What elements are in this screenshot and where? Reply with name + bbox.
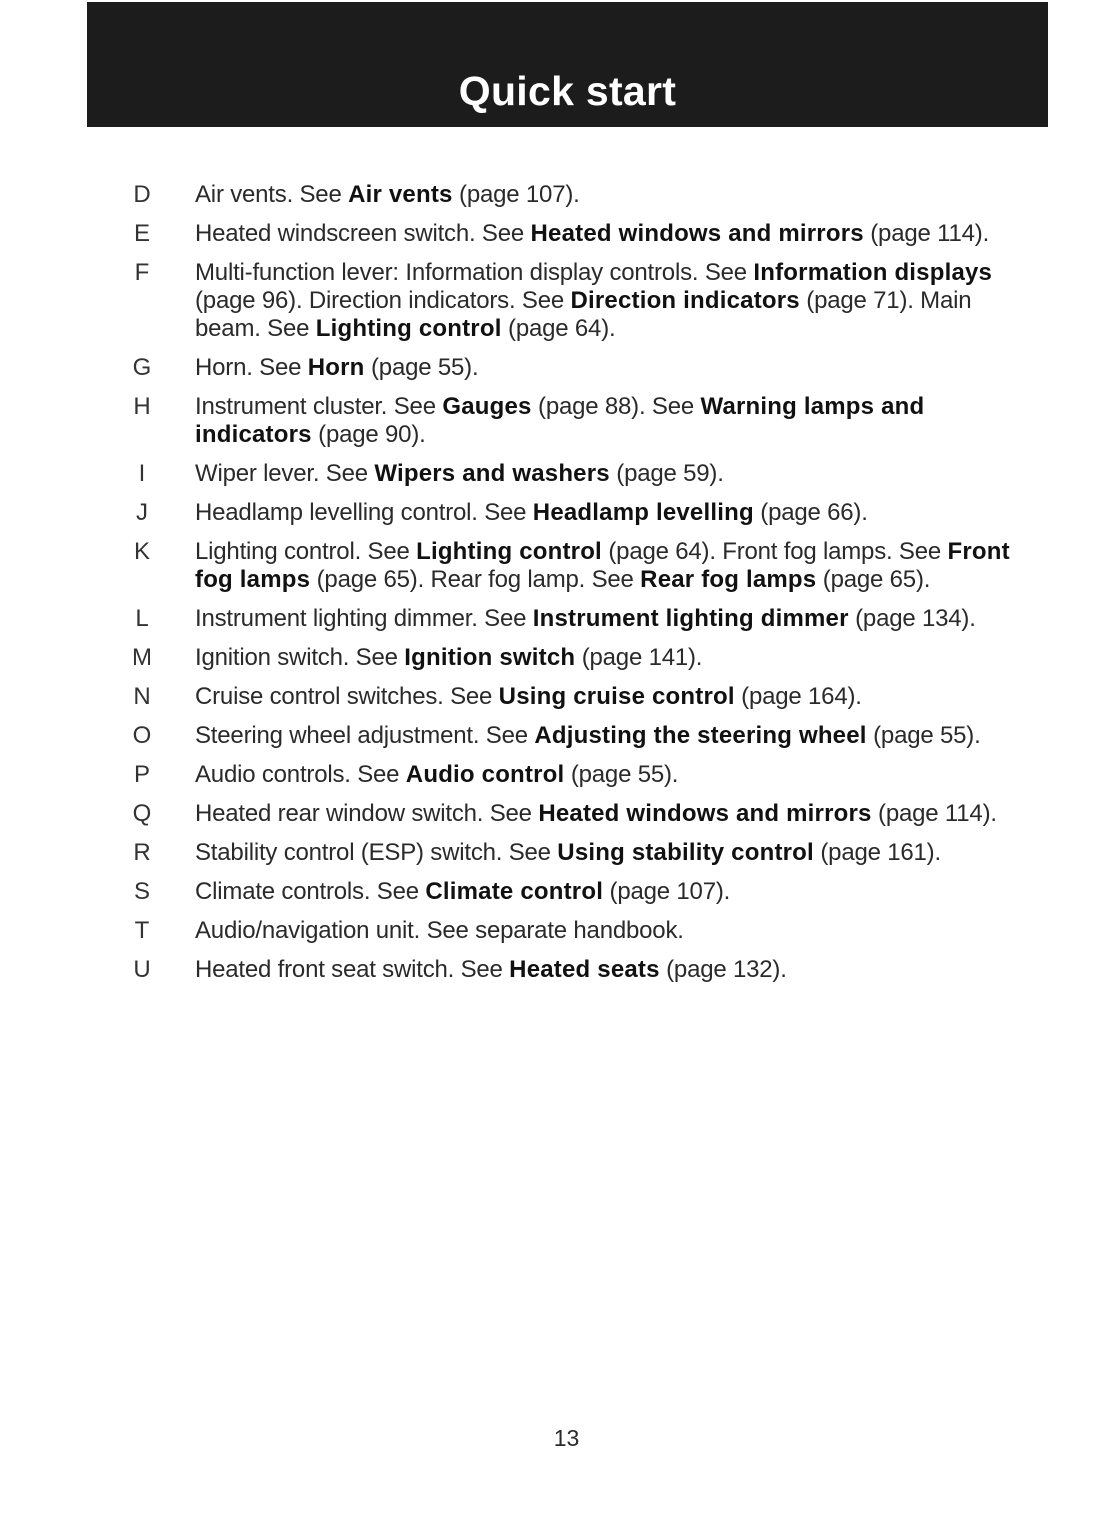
entry-text-fragment: (page 107). (452, 181, 580, 208)
entry-text-fragment: Stability control (ESP) switch. See (195, 839, 558, 866)
list-item (0, 354, 1103, 382)
cross-reference-link[interactable]: Lighting control (315, 315, 502, 342)
entry-text-fragment: Audio/navigation unit. See separate handbook. (195, 917, 684, 944)
entry-text-fragment: (page 114). (871, 800, 997, 827)
entry-text-fragment: (page 90). (311, 421, 426, 448)
entry-letter: G (132, 354, 152, 381)
entry-text (195, 644, 1037, 672)
cross-reference-link[interactable]: Rear fog lamps (640, 566, 817, 593)
page-title: Quick start (458, 68, 677, 114)
entry-text-fragment: Headlamp levelling control. See (195, 499, 533, 526)
entry-text-fragment: (page 161). (813, 839, 941, 866)
cross-reference-link[interactable]: Heated seats (509, 956, 660, 983)
cross-reference-link[interactable]: Using stability control (557, 839, 814, 866)
entry-letter: U (133, 956, 151, 983)
cross-reference-link[interactable]: Horn (307, 354, 365, 381)
entry-text (195, 499, 1037, 527)
entry-text (195, 917, 1037, 945)
entry-list (0, 181, 1103, 995)
entry-text-fragment: Wiper lever. See (195, 460, 375, 487)
entry-text (195, 259, 1037, 343)
cross-reference-link[interactable]: Wipers and washers (374, 460, 610, 487)
list-item (0, 878, 1103, 906)
cross-reference-link[interactable]: Using cruise control (498, 683, 735, 710)
entry-text (195, 181, 1037, 209)
entry-text-fragment: Heated front seat switch. See (195, 956, 510, 983)
list-item (0, 761, 1103, 789)
entry-letter: O (132, 722, 152, 749)
cross-reference-link[interactable]: Headlamp levelling (532, 499, 754, 526)
entry-text-fragment: (page 71). Main beam. See (195, 287, 972, 342)
entry-letter: J (136, 499, 148, 526)
entry-text-fragment: Instrument cluster. See (195, 393, 443, 420)
cross-reference-link[interactable]: Instrument lighting dimmer (532, 605, 849, 632)
cross-reference-link[interactable]: Direction indicators (570, 287, 800, 314)
entry-text-fragment: Heated windscreen switch. See (195, 220, 531, 247)
list-item (0, 460, 1103, 488)
entry-text-fragment: Steering wheel adjustment. See (195, 722, 535, 749)
entry-text (195, 683, 1037, 711)
cross-reference-link[interactable]: Front fog lamps (195, 538, 1010, 593)
entry-letter: D (133, 181, 151, 208)
entry-text-fragment: Instrument lighting dimmer. See (195, 605, 533, 632)
list-item (0, 800, 1103, 828)
entry-letter: I (138, 460, 146, 487)
cross-reference-link[interactable]: Adjusting the steering wheel (534, 722, 867, 749)
entry-text-fragment: Heated rear window switch. See (195, 800, 539, 827)
list-item (0, 722, 1103, 750)
entry-text-fragment: (page 114). (863, 220, 990, 247)
entry-text (195, 839, 1037, 867)
entry-text-fragment: (page 164). (734, 683, 862, 710)
entry-letter: K (133, 538, 150, 565)
entry-text-fragment: (page 55). (564, 761, 679, 788)
list-item (0, 220, 1103, 248)
entry-text-fragment: (page 55). (866, 722, 981, 749)
entry-text-fragment: (page 107). (603, 878, 731, 905)
entry-text-fragment: Lighting control. See (195, 538, 417, 565)
entry-text-fragment: (page 55). (364, 354, 479, 381)
entry-text (195, 761, 1037, 789)
cross-reference-link[interactable]: Gauges (442, 393, 532, 420)
cross-reference-link[interactable]: Ignition switch (404, 644, 576, 671)
list-item (0, 181, 1103, 209)
entry-text-fragment: (page 65). (816, 566, 931, 593)
entry-text-fragment: (page 59). (609, 460, 724, 487)
cross-reference-link[interactable]: Climate control (425, 878, 604, 905)
entry-text-fragment: (page 132). (659, 956, 787, 983)
entry-text (195, 220, 1037, 248)
entry-text-fragment: Horn. See (195, 354, 308, 381)
entry-text (195, 354, 1037, 382)
list-item (0, 605, 1103, 633)
entry-text-fragment: (page 65). Rear fog lamp. See (310, 566, 641, 593)
list-item (0, 917, 1103, 945)
entry-letter: H (133, 393, 151, 420)
entry-text (195, 722, 1037, 750)
entry-text (195, 878, 1037, 906)
header-bar (87, 2, 1048, 127)
entry-text (195, 605, 1037, 633)
entry-text (195, 956, 1037, 984)
entry-letter: F (134, 259, 150, 286)
list-item (0, 499, 1103, 527)
entry-text-fragment: (page 66). (753, 499, 868, 526)
entry-letter: P (133, 761, 150, 788)
entry-text-fragment: (page 141). (575, 644, 703, 671)
entry-text-fragment: Cruise control switches. See (195, 683, 499, 710)
list-item (0, 393, 1103, 449)
entry-text-fragment: Air vents. See (195, 181, 349, 208)
entry-letter: T (134, 917, 150, 944)
cross-reference-link[interactable]: Warning lamps and indicators (195, 393, 925, 448)
list-item (0, 259, 1103, 343)
page-number: 13 (553, 1425, 580, 1451)
list-item (0, 538, 1103, 594)
list-item (0, 839, 1103, 867)
cross-reference-link[interactable]: Lighting control (416, 538, 602, 565)
entry-letter: N (133, 683, 151, 710)
entry-letter: L (135, 605, 149, 632)
entry-text (195, 538, 1037, 594)
list-item (0, 956, 1103, 984)
entry-text-fragment: (page 64). (501, 315, 616, 342)
entry-text (195, 800, 1037, 828)
cross-reference-link[interactable]: Audio control (405, 761, 565, 788)
cross-reference-link[interactable]: Air vents (348, 181, 453, 208)
cross-reference-link[interactable]: Heated windows and mirrors (538, 800, 872, 827)
entry-text-fragment: Climate controls. See (195, 878, 426, 905)
cross-reference-link[interactable]: Information displays (753, 259, 993, 286)
list-item (0, 644, 1103, 672)
entry-text-fragment: Multi-function lever: Information display controls. See (195, 259, 754, 286)
cross-reference-link[interactable]: Heated windows and mirrors (530, 220, 864, 247)
entry-text-fragment: (page 88). See (531, 393, 701, 420)
entry-text-fragment: Ignition switch. See (195, 644, 405, 671)
entry-letter: R (133, 839, 151, 866)
entry-letter: E (133, 220, 150, 247)
entry-text (195, 393, 1037, 449)
entry-letter: Q (132, 800, 152, 827)
entry-text-fragment: Audio controls. See (195, 761, 406, 788)
entry-text-fragment: (page 64). Front fog lamps. See (601, 538, 948, 565)
entry-text (195, 460, 1037, 488)
entry-letter: M (132, 644, 152, 671)
entry-letter: S (133, 878, 150, 905)
list-item (0, 683, 1103, 711)
entry-text-fragment: (page 96). Direction indicators. See (195, 287, 571, 314)
entry-text-fragment: (page 134). (848, 605, 976, 632)
